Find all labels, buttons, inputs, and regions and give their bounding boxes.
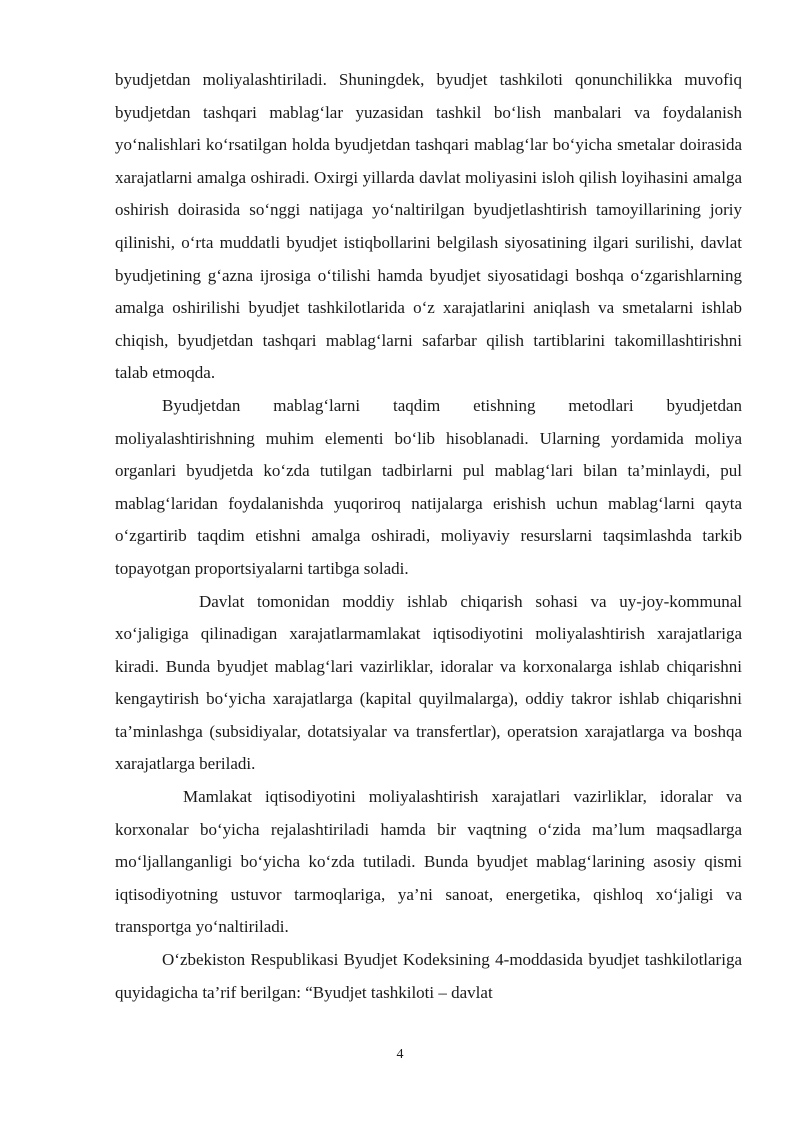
paragraph-5: O‘zbekiston Respublikasi Byudjet Kodeksining 4-moddasida byudjet tashkilotlariga quyidagicha ta’rif berilgan: “Byudjet tashkiloti – davlat bbox=[115, 950, 742, 1002]
paragraph-4: Mamlakat iqtisodiyotini moliyalashtirish xarajatlari vazirliklar, idoralar va korxonalar bo‘yicha rejalashtiriladi hamda bir vaqtning o‘zida ma’lum maqsadlarga mo‘ljallanganligi bo‘yicha ko‘zda tutiladi. Bunda byudjet mablag‘larining asosiy qismi iqtisodiyotning ustuvor tarmoqlariga, ya’ni sanoat, energetika, qishloq xo‘jaligi va transportga yo‘naltiriladi. bbox=[115, 787, 742, 937]
paragraph-2: Byudjetdan mablag‘larni taqdim etishning metodlari byudjetdan moliyalashtirishning muhim elementi bo‘lib hisoblanadi. Ularning yordamida moliya organlari byudjetda ko‘zda tutilgan tadbirlarni pul mablag‘lari bilan ta’minlaydi, pul mablag‘laridan foydalanishda yuqoriroq natijalarga erishish uchun mablag‘larni qayta o‘zgartirib taqdim etishni amalga oshiradi, moliyaviy resurslarni taqsimlashda tarkib topayotgan proportsiyalarni tartibga soladi. bbox=[115, 395, 742, 578]
paragraph-1: byudjetdan moliyalashtiriladi. Shuningdek, byudjet tashkiloti qonunchilikka muvofiq byudjetdan tashqari mablag‘lar yuzasidan tashkil bo‘lish manbalari va foydalanish yo‘nalishlari ko‘rsatilgan holda byudjetdan tashqari mablag‘lar bo‘yicha smetalar doirasida xarajatlarni amalga oshiradi. Oxirgi yillarda davlat moliyasini isloh qilish loyihasini amalga oshirish doirasida so‘nggi natijaga yo‘naltirilgan byudjetlashtirish tamoyillarining joriy qilinishi, o‘rta muddatli byudjet istiqbollarini belgilash siyosatining ilgari surilishi, davlat byudjetining g‘azna ijrosiga o‘tilishi hamda byudjet siyosatidagi boshqa o‘zgarishlarning amalga oshirilishi byudjet tashkilotlarida o‘z xarajatlarini aniqlash va smetalarni ishlab chiqish, byudjetdan tashqari mablag‘larni safarbar qilish tartiblarini takomillashtirishni talab etmoqda. bbox=[115, 70, 742, 383]
document-body bbox=[115, 64, 742, 1009]
paragraph-3: Davlat tomonidan moddiy ishlab chiqarish sohasi va uy-joy-kommunal xo‘jaligiga qilinadigan xarajatlarmamlakat iqtisodiyotini moliyalashtirish xarajatlariga kiradi. Bunda byudjet mablag‘lari vazirliklar, idoralar va korxonalarga ishlab chiqarishni kengaytirish bo‘yicha xarajatlarga (kapital quyilmalarga), oddiy takror ishlab chiqarishni ta’minlashga (subsidiyalar, dotatsiyalar va transfertlar), operatsion xarajatlarga va boshqa xarajatlarga beriladi. bbox=[115, 591, 742, 774]
page-number: 4 bbox=[396, 1047, 404, 1062]
